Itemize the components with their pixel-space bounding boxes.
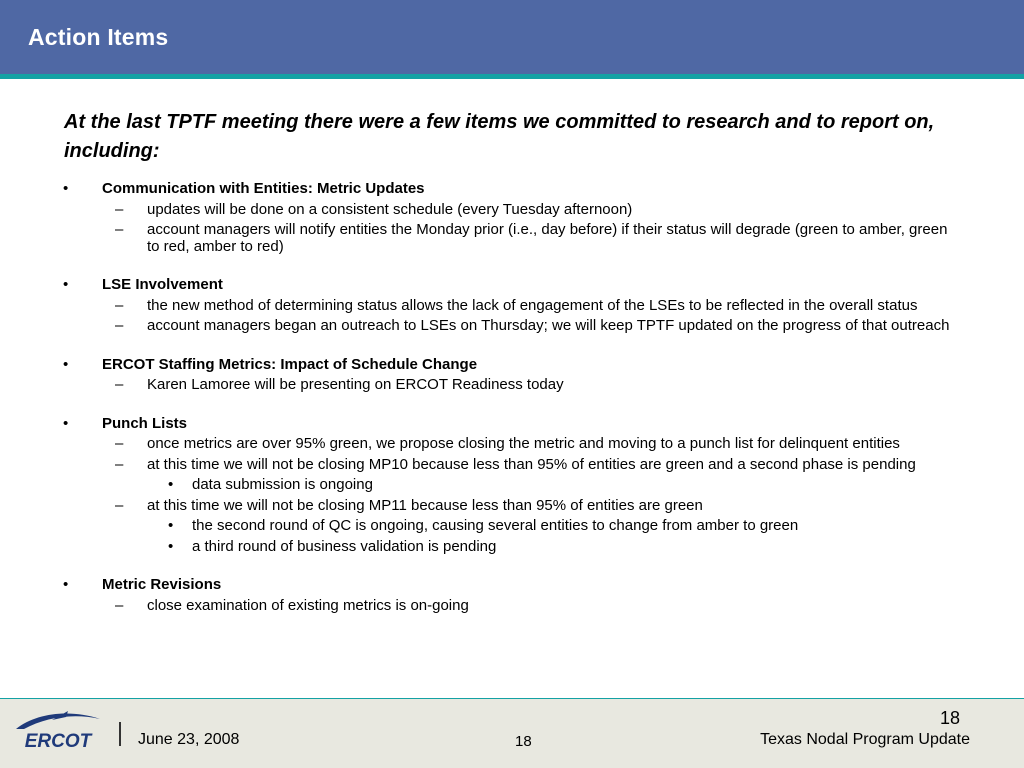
header-accent-stripe bbox=[0, 74, 1024, 79]
ercot-logo bbox=[12, 707, 104, 753]
bullet-marker: • bbox=[168, 517, 174, 534]
bullet-marker: • bbox=[63, 180, 69, 197]
logo-text: ERCOT bbox=[24, 731, 92, 752]
section bbox=[0, 416, 1024, 556]
list-item-text: Karen Lamoree will be presenting on ERCOT Readiness today bbox=[147, 376, 564, 393]
list-item-text: account managers began an outreach to LSEs on Thursday; we will keep TPTF updated on the progress of that outreach bbox=[147, 317, 950, 334]
sub-list-item bbox=[0, 518, 1024, 535]
section bbox=[0, 577, 1024, 614]
list-item bbox=[0, 318, 1024, 335]
list-item-text: at this time we will not be closing MP10 because less than 95% of entities are green and a second phase is pending bbox=[147, 455, 916, 473]
bullet-marker: – bbox=[115, 376, 124, 393]
sub-list-item bbox=[0, 477, 1024, 494]
intro-text: At the last TPTF meeting there were a few items we committed to research and to report on, including: bbox=[64, 111, 935, 162]
action-items-list bbox=[0, 181, 1024, 618]
section bbox=[0, 277, 1024, 335]
list-item-text: the new method of determining status allows the lack of engagement of the LSEs to be reflected in the overall status bbox=[147, 296, 918, 314]
section bbox=[0, 357, 1024, 394]
list-item bbox=[0, 202, 1024, 219]
slide-title: Action Items bbox=[28, 24, 169, 50]
list-item-text: updates will be done on a consistent schedule (every Tuesday afternoon) bbox=[147, 200, 633, 218]
list-item bbox=[0, 377, 1024, 394]
bullet-marker: • bbox=[63, 355, 69, 373]
bullet-marker: – bbox=[115, 455, 124, 473]
footer-program-name: Texas Nodal Program Update bbox=[760, 731, 970, 748]
list-item bbox=[0, 222, 1024, 255]
list-item bbox=[0, 298, 1024, 315]
section-heading bbox=[0, 416, 1024, 433]
slide-number: 18 bbox=[940, 708, 961, 728]
section-heading bbox=[0, 357, 1024, 374]
bullet-marker: • bbox=[63, 414, 69, 432]
footer-separator bbox=[119, 722, 121, 746]
bullet-marker: • bbox=[168, 476, 174, 493]
footer-page-number: 18 bbox=[515, 733, 532, 750]
bullet-marker: – bbox=[115, 317, 124, 334]
list-item-text: close examination of existing metrics is on-going bbox=[147, 596, 469, 614]
sub-list-item-text: the second round of QC is ongoing, causing several entities to change from amber to green bbox=[192, 517, 799, 534]
bullet-marker: • bbox=[168, 537, 174, 555]
section-heading-text: Punch Lists bbox=[102, 414, 188, 432]
bullet-marker: – bbox=[115, 435, 124, 452]
list-item-text: once metrics are over 95% green, we propose closing the metric and moving to a punch list for delinquent entities bbox=[147, 435, 900, 452]
section-heading bbox=[0, 181, 1024, 198]
sub-list-item-text: data submission is ongoing bbox=[192, 476, 373, 493]
bullet-marker: – bbox=[115, 496, 124, 514]
sub-list-item bbox=[0, 539, 1024, 556]
bullet-marker: – bbox=[115, 221, 124, 238]
bullet-marker: – bbox=[115, 296, 124, 314]
bullet-marker: – bbox=[115, 200, 124, 218]
section-heading-text: Metric Revisions bbox=[102, 576, 222, 593]
bullet-marker: • bbox=[63, 576, 69, 593]
section-heading bbox=[0, 577, 1024, 594]
section-heading bbox=[0, 277, 1024, 294]
section-heading-text: Communication with Entities: Metric Updates bbox=[102, 180, 425, 197]
section-heading-text: ERCOT Staffing Metrics: Impact of Schedule Change bbox=[102, 355, 478, 373]
list-item-text: at this time we will not be closing MP11 because less than 95% of entities are green bbox=[147, 496, 703, 514]
list-item bbox=[0, 436, 1024, 453]
list-item bbox=[0, 457, 1024, 474]
bullet-marker: • bbox=[63, 276, 69, 293]
list-item bbox=[0, 598, 1024, 615]
section bbox=[0, 181, 1024, 255]
list-item-text: account managers will notify entities the Monday prior (i.e., day before) if their status will degrade (green to amber, green to red, amber to red) bbox=[147, 221, 948, 255]
footer-date: June 23, 2008 bbox=[138, 731, 240, 748]
bullet-marker: – bbox=[115, 596, 124, 614]
section-heading-text: LSE Involvement bbox=[102, 276, 223, 293]
sub-list-item-text: a third round of business validation is pending bbox=[192, 537, 497, 555]
list-item bbox=[0, 498, 1024, 515]
